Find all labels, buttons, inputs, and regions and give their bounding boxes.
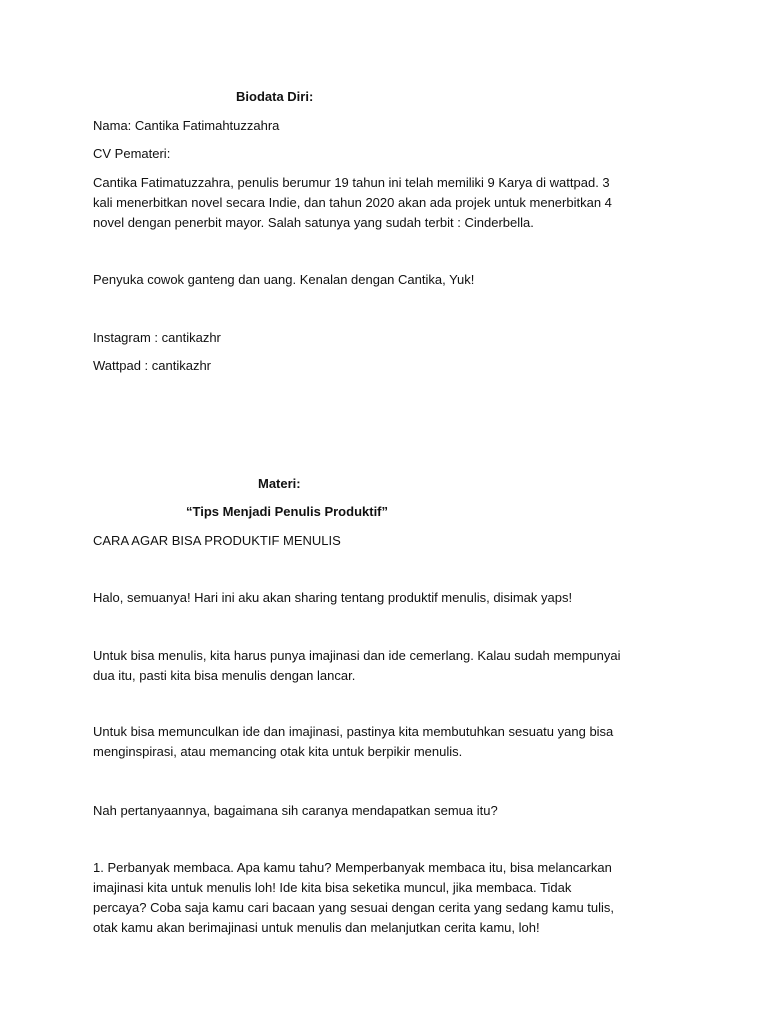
cv-line: Cantika Fatimatuzzahra, penulis berumur 19 tahun ini telah memiliki 9 Karya di wattpad. 3 <box>93 175 610 190</box>
question-line: Nah pertanyaannya, bagaimana sih caranya mendapatkan semua itu? <box>93 803 498 818</box>
point-line: otak kamu akan berimajinasi untuk menulis dan melanjutkan cerita kamu, loh! <box>93 920 540 935</box>
paragraph-line: Untuk bisa menulis, kita harus punya imajinasi dan ide cemerlang. Kalau sudah mempunyai <box>93 648 621 663</box>
point-line: percaya? Coba saja kamu cari bacaan yang sesuai dengan cerita yang sedang kamu tulis, <box>93 900 615 915</box>
paragraph-line: dua itu, pasti kita bisa menulis dengan lancar. <box>93 668 356 683</box>
name-line: Nama: Cantika Fatimahtuzzahra <box>93 118 280 133</box>
cv-line: novel dengan penerbit mayor. Salah satunya yang sudah terbit : Cinderbella. <box>93 215 534 230</box>
materi-subtitle: CARA AGAR BISA PRODUKTIF MENULIS <box>93 533 341 548</box>
point-line: imajinasi kita untuk menulis loh! Ide kita bisa seketika muncul, jika membaca. Tidak <box>93 880 572 895</box>
greeting-line: Halo, semuanya! Hari ini aku akan sharing tentang produktif menulis, disimak yaps! <box>93 590 573 605</box>
paragraph-2 <box>93 722 683 762</box>
point-1 <box>93 858 683 938</box>
biodata-heading: Biodata Diri: <box>236 89 314 104</box>
materi-title: “Tips Menjadi Penulis Produktif” <box>186 504 389 519</box>
paragraph-line: menginspirasi, atau memancing otak kita untuk berpikir menulis. <box>93 744 463 759</box>
instagram-line: Instagram : cantikazhr <box>93 330 221 345</box>
wattpad-line: Wattpad : cantikazhr <box>93 358 212 373</box>
point-line: 1. Perbanyak membaca. Apa kamu tahu? Memperbanyak membaca itu, bisa melancarkan <box>93 860 612 875</box>
cv-label: CV Pemateri: <box>93 146 171 161</box>
paragraph-1 <box>93 646 683 686</box>
cv-paragraph <box>93 173 683 233</box>
tagline: Penyuka cowok ganteng dan uang. Kenalan dengan Cantika, Yuk! <box>93 272 475 287</box>
cv-line: kali menerbitkan novel secara Indie, dan tahun 2020 akan ada projek untuk menerbitkan 4 <box>93 195 612 210</box>
materi-heading: Materi: <box>258 476 301 491</box>
paragraph-line: Untuk bisa memunculkan ide dan imajinasi, pastinya kita membutuhkan sesuatu yang bisa <box>93 724 614 739</box>
